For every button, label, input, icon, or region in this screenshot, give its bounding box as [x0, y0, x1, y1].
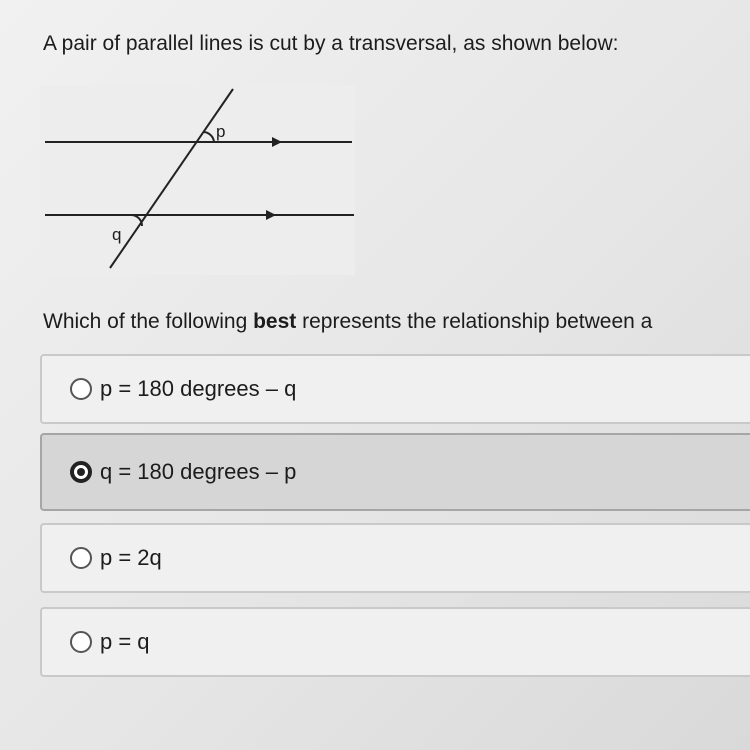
answer-option-text: p = 180 degrees – q [100, 376, 297, 401]
upper-line-arrow [272, 137, 282, 147]
diagram-svg [40, 85, 355, 275]
question-prompt [43, 310, 750, 334]
parallel-lines-diagram [40, 85, 355, 275]
radio-unselected-icon[interactable] [70, 631, 92, 653]
angle-p-arc [203, 132, 214, 142]
prompt-emphasis: best [253, 310, 297, 333]
lower-line-arrow [266, 210, 276, 220]
prompt-text-end: represents the relationship between a [296, 310, 653, 333]
answer-option-1[interactable] [40, 354, 750, 424]
answer-option-3[interactable] [40, 523, 750, 593]
answer-option-4[interactable] [40, 607, 750, 677]
answer-option-text: p = q [100, 629, 150, 654]
radio-unselected-icon[interactable] [70, 378, 92, 400]
radio-selected-icon[interactable] [70, 461, 92, 483]
answer-option-text: q = 180 degrees – p [100, 459, 297, 484]
angle-p-label: p [216, 122, 226, 141]
question-title: A pair of parallel lines is cut by a transversal, as shown below: [43, 32, 619, 55]
answer-option-2[interactable] [40, 433, 750, 511]
angle-q-label: q [112, 225, 122, 244]
prompt-text-start: Which of the following [43, 310, 254, 333]
transversal-line [110, 89, 233, 268]
answer-option-text: p = 2q [100, 545, 162, 570]
radio-unselected-icon[interactable] [70, 547, 92, 569]
